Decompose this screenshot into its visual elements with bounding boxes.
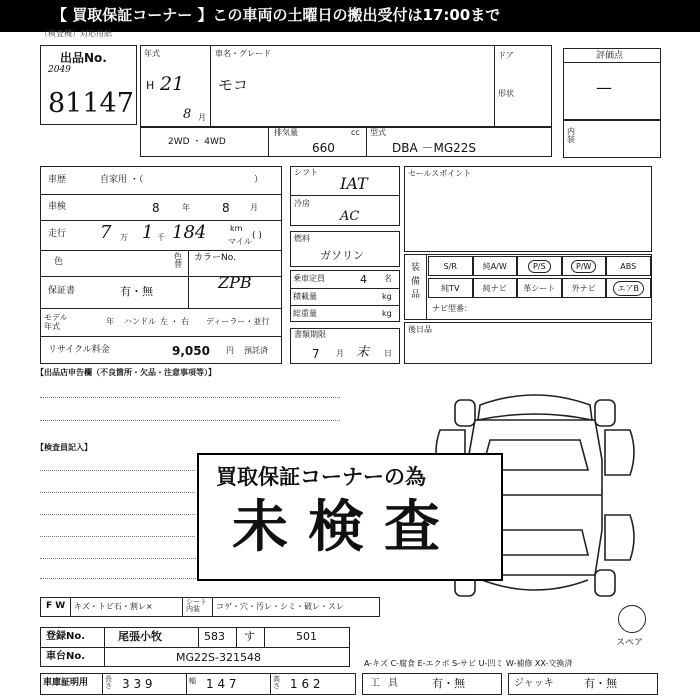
registration-label: 登録No. (46, 631, 86, 642)
recycle-value: 9,050 (172, 344, 210, 358)
mileage-paren: ( ) (252, 231, 262, 241)
load-label: 積載量 (293, 292, 317, 301)
history-value: 自家用 ・（ (100, 175, 144, 185)
lot-small-number: 2049 (48, 65, 71, 75)
year-month: 8 (183, 107, 192, 122)
jack-value: 有・無 (584, 677, 617, 690)
equipment-item-row2-3: 外ナビ (562, 278, 607, 298)
length-value: 3 3 9 (122, 677, 153, 691)
aftermarket-label: 後日品 (408, 325, 432, 334)
recycle-note: 預託済 (244, 346, 268, 355)
equipment-item-row1-2: P/S (517, 256, 562, 276)
spare-tire-icon (618, 605, 646, 633)
lot-label: 出品No. (60, 51, 107, 65)
interior-label: 内装 (567, 127, 575, 144)
history-label: 車歴 (48, 175, 67, 185)
equipment-item-row2-2: 革シート (517, 278, 562, 298)
shift-value: IAT (340, 174, 368, 193)
model-year-unit: 年 (106, 317, 114, 326)
model-year-label: モデル年式 (44, 313, 68, 331)
equipment-item-row2-1: 純ナビ (473, 278, 518, 298)
mileage-label: 走行 (48, 229, 67, 239)
damage-legend: A-キズ C-腐食 E-エクボ S-サビ U-凹ミ W-補修 XX-交換済 (364, 659, 573, 668)
docs-month: 7 (312, 347, 320, 361)
registration-place: 尾張小牧 (118, 630, 162, 643)
model-label: 車名・グレード (215, 49, 271, 58)
height-label: 高さ (273, 675, 280, 690)
fw-value: キズ・トビ石・割レ× (74, 602, 153, 611)
docs-label: 書類期限 (294, 330, 326, 339)
grade-label: 評価点 (596, 51, 624, 61)
color-change-label: 色替 (174, 252, 182, 269)
inspection-month: 8 (222, 201, 230, 215)
handle-value: 左 ・ 右 (160, 317, 190, 326)
spare-label: スペア (616, 638, 644, 648)
seat-value: コゲ・穴・汚レ・シミ・破レ・スレ (216, 602, 344, 611)
width-label: 幅 (189, 677, 196, 685)
equipment-item-row1-1: 純A/W (473, 256, 518, 276)
grade-value: — (596, 78, 612, 97)
equipment-item-row1-4: ABS (606, 256, 651, 276)
fw-label: F W (46, 601, 66, 611)
type-value: DBA －MG22S (392, 141, 477, 155)
drive-options: 2WD ・ 4WD (168, 137, 226, 147)
color-no-label: カラーNo. (194, 253, 236, 263)
capacity-unit: 名 (384, 274, 392, 283)
warranty-label: 保証書 (48, 286, 76, 296)
inspection-month-unit: 月 (250, 203, 258, 212)
displacement-value: 660 (312, 141, 335, 155)
mileage-man-unit: 万 (120, 233, 128, 242)
color-no-value: ZPB (218, 273, 252, 292)
lot-number: 81147 (48, 88, 134, 119)
aftermarket-box (404, 322, 652, 364)
gross-unit: kg (382, 309, 392, 318)
inspection-year: 8 (152, 201, 160, 215)
certificate-label: 車庫証明用 (43, 678, 89, 688)
shift-label: シフト (294, 168, 318, 177)
vehicle-info-grid (40, 166, 282, 364)
length-label: 長さ (105, 675, 112, 690)
banner-text: 【 買取保証コーナー 】この車両の土曜日の搬出受付は17:00まで (52, 6, 501, 24)
fuel-label: 燃料 (294, 234, 310, 243)
docs-month-unit: 月 (336, 349, 344, 358)
year-value: 21 (160, 73, 185, 95)
equipment-item-row1-0: S/R (428, 256, 473, 276)
docs-end: 末 (356, 345, 370, 360)
year-month-unit: 月 (198, 113, 206, 122)
year-era: H (146, 79, 155, 92)
shape-label: 形状 (498, 89, 514, 98)
nav-model-label: ナビ型番： (432, 304, 472, 313)
stamp-line-2: 未検査 (232, 495, 460, 560)
equipment-label: 装備品 (411, 263, 421, 300)
handle-label: ハンドル (124, 317, 156, 326)
dealer-value: ディーラー・並行 (206, 317, 270, 326)
year-label: 年式 (144, 49, 160, 58)
sales-point-box (404, 166, 652, 252)
equipment-item-row2-4: エアB (606, 278, 651, 298)
seller-note-label: 【出品店申告欄（不良箇所・欠品・注意事項等）】 (36, 368, 216, 377)
capacity-value: 4 (360, 273, 367, 286)
mileage-man: 7 (100, 222, 112, 243)
equipment-item-row1-3: P/W (562, 256, 607, 276)
tools-value: 有・無 (432, 677, 465, 690)
stamp-line-1: 買取保証コーナーの為 (216, 465, 426, 489)
recycle-label: リサイクル料金 (48, 345, 110, 355)
inspection-label: 車検 (48, 202, 67, 212)
warranty-value: 有・無 (120, 285, 153, 298)
registration-kana: す (244, 630, 255, 643)
recycle-unit: 円 (226, 346, 234, 355)
history-close: ） (254, 175, 264, 185)
docs-day-unit: 日 (384, 349, 392, 358)
chassis-label: 車台No. (46, 651, 86, 662)
mileage-unit-km: km (230, 224, 243, 233)
displacement-label: 排気量 (274, 128, 298, 137)
sales-point-label: セールスポイント (408, 169, 472, 178)
ac-value: AC (340, 209, 360, 224)
header-note: （検査機）対応用紙 (40, 29, 112, 38)
type-label: 型式 (370, 128, 386, 137)
registration-class: 583 (204, 630, 225, 643)
displacement-unit: cc (351, 128, 360, 137)
inspection-year-unit: 年 (182, 203, 190, 212)
load-unit: kg (382, 292, 392, 301)
ac-label: 冷房 (294, 199, 310, 208)
capacity-label: 乗車定員 (293, 274, 325, 283)
mileage-sen-unit: 千 (157, 233, 165, 242)
registration-number: 501 (296, 630, 317, 643)
mileage-sen: 1 (142, 222, 154, 243)
equipment-item-row2-0: 純TV (428, 278, 473, 298)
chassis-value: MG22S-321548 (176, 651, 261, 664)
color-label: 色 (54, 257, 64, 267)
mileage-unit-mile: マイル (228, 237, 252, 246)
width-value: 1 4 7 (206, 677, 237, 691)
interior-box (563, 120, 661, 158)
height-value: 1 6 2 (290, 677, 321, 691)
door-label: ドア (498, 51, 514, 60)
jack-label: ジャッキ (514, 678, 554, 689)
mileage-rest: 184 (172, 222, 207, 243)
model-name: モコ (218, 76, 249, 94)
gross-label: 総重量 (293, 309, 317, 318)
inspector-label: 【検査員記入】 (36, 443, 92, 452)
seat-label: シート内装 (186, 598, 207, 613)
fuel-value: ガソリン (320, 249, 364, 262)
tools-label: 工具 (370, 678, 406, 689)
